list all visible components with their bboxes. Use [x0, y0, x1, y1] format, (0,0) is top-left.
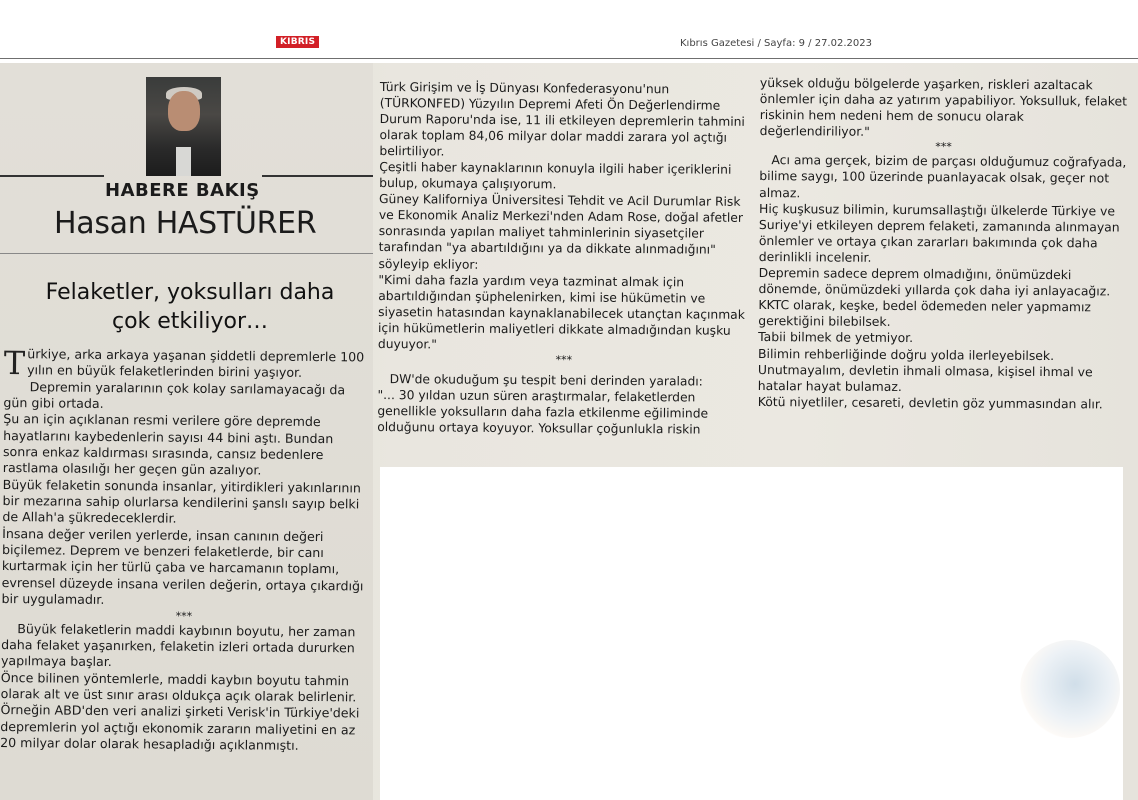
- header-rule-right: [262, 175, 373, 177]
- paragraph: Türk Girişim ve İş Dünyası Konfederasyonu'nun (TÜRKONFED) Yüzyılın Depremi Afeti Ön Değerlendirme Durum Raporu'nda ise, 11 ili etkileyen depremlerin tahmini olarak toplam 84,06 milyar dolar maddi zarara yol açtığı belirtiliyor.: [379, 79, 745, 159]
- author-name: Hasan HASTÜRER: [54, 206, 317, 241]
- author-face: [168, 91, 200, 131]
- paragraph: Acı ama gerçek, bizim de parçası olduğumuz coğrafyada, bilime saygı, 100 üzerinde puanlayacak olsak, geçer not almaz.: [759, 152, 1127, 200]
- newspaper-clipping: [0, 63, 1138, 800]
- headline-line-2: çok etkiliyor…: [111, 309, 269, 334]
- paragraph: DW'de okuduğum şu tespit beni derinden yaraladı:: [389, 371, 703, 389]
- paragraph: Depremin sadece deprem olmadığını, önümüzdeki dönemde, önümüzdeki yıllarda çok daha iyi anlayacağız.: [758, 265, 1111, 299]
- left-column: [0, 63, 373, 800]
- paragraph: yüksek olduğu bölgelerde yaşarken, riskleri azaltacak önlemler için daha az yatırım yapabiliyor. Yoksulluk, felaket riskinin hem nedeni hem de sonucu olarak değerlendiriliyor.": [759, 75, 1128, 140]
- page-header: [0, 0, 1138, 59]
- middle-body: [377, 79, 752, 438]
- paragraph: Büyük felaketin sonunda insanlar, yitirdikleri yakınlarının bir mezarına sahip olurlarsa kendilerini şanslı sayıp belki de Allah'a şükredeceklerdir.: [2, 476, 361, 527]
- section-separator: ***: [935, 140, 952, 154]
- paragraph: Örneğin ABD'den veri analizi şirketi Verisk'in Türkiye'deki depremlerin yol açtığı ekonomik zararın maliyetini en az 20 milyar dolar olarak hesapladığı açıklanmıştı.: [0, 702, 360, 753]
- headline-line-1: Felaketler, yoksulları daha: [45, 280, 335, 305]
- drop-cap: T: [3, 344, 26, 383]
- paragraph: Depremin yaralarının çok kolay sarılamayacağı da gün gibi ortada.: [3, 378, 346, 411]
- section-separator: ***: [175, 609, 193, 623]
- right-body: [758, 75, 1128, 412]
- paragraph: İnsana değer verilen yerlerde, insan canının değeri biçilemez. Deprem ve benzeri felaketlerde, bir canı kurtarmak için her türlü çaba ve harcamanın toplamı, evrensel düzeyde insana verilen değerin, ortaya çıkardığı bir uygulamadır.: [1, 525, 364, 608]
- paragraph: KKTC olarak, keşke, bedel ödemeden neler yapmamız gerektiğini bilebilsek.: [758, 297, 1092, 330]
- paragraph: Tabii bilmek de yetmiyor.: [758, 329, 914, 346]
- header-rule-left: [0, 175, 104, 177]
- author-shirt: [176, 147, 191, 176]
- section-separator: ***: [555, 353, 573, 367]
- paragraph: Çeşitli haber kaynaklarının konuyla ilgili haber içeriklerini bulup, okumaya çalışıyorum.: [379, 160, 732, 192]
- paragraph: ürkiye, arka arkaya yaşanan şiddetli depremlerle 100 yılın en büyük felaketlerinden birini yaşıyor.: [27, 346, 365, 381]
- source-info: Kıbrıs Gazetesi / Sayfa: 9 / 27.02.2023: [680, 38, 872, 49]
- paragraph: Güney Kaliforniya Üniversitesi Tehdit ve Acil Durumlar Risk ve Ekonomik Analiz Merkezi'nden Adam Rose, doğal afetler sonrasında yapılan maliyet tahminlerinin siyasetçiler tarafından "ya abartıldığını ya da dikkate alınmadığını" söyleyip ekliyor:: [378, 192, 744, 272]
- paragraph: Kötü niyetliler, cesareti, devletin göz yummasından alır.: [757, 393, 1103, 412]
- author-photo: [146, 77, 221, 176]
- watermark-globe-icon: [1020, 640, 1120, 738]
- paragraph: Hiç kuşkusuz bilimin, kurumsallaştığı ülkelerde Türkiye ve Suriye'yi etkileyen deprem felaketi, zamanında alınmayan önlemler ve ortaya çıkan zararları bakımında çok daha derinlikli incelenir.: [758, 200, 1120, 265]
- column-kicker: HABERE BAKIŞ: [105, 180, 260, 201]
- quote-paragraph: "... 30 yıldan uzun süren araştırmalar, felaketlerden genellikle yoksulların daha fazla etkilenme eğiliminde olduğunu ortaya koyuyor. Yoksullar çoğunlukla riskin: [377, 387, 709, 437]
- newspaper-logo: KIBRIS: [276, 36, 319, 48]
- left-body: [0, 346, 369, 755]
- paragraph: Büyük felaketlerin maddi kaybının boyutu, her zaman daha felaket yaşanırken, felaketin izleri ortada dururken yapılmaya başlar.: [0, 620, 356, 670]
- paragraph: Unutmayalım, devletin ihmali olmasa, kişisel ihmal ve hatalar hayat bulamaz.: [757, 361, 1093, 394]
- paragraph: Şu an için açıklanan resmi verilere göre depremde hayatlarını kaybedenlerin sayısı 44 bini aştı. Bundan sonra enkaz kaldırması sırasında, cansız bedenlere rastlama olasılığı her geçen gün azalıyor.: [2, 411, 334, 478]
- column-divider: [0, 253, 373, 254]
- quote-paragraph: "Kimi daha fazla yardım veya tazminat almak için abartıldığından şüphelenirken, kimi ise hükümetin ve siyasetin hatasından kaynaklanabilecek utançtan kaçınmak için hükümetlerin maliyetleri dikkate almadığından kuşku duyuyor.": [377, 272, 745, 352]
- article-headline: [0, 278, 380, 336]
- blank-area: [380, 467, 1123, 800]
- paragraph: Önce bilinen yöntemlerle, maddi kaybın boyutu tahmin olarak alt ve üst sınır arası oldukça açık olarak belirlenir.: [0, 669, 357, 705]
- paragraph: Bilimin rehberliğinde doğru yolda ilerleyebilsek.: [758, 345, 1055, 363]
